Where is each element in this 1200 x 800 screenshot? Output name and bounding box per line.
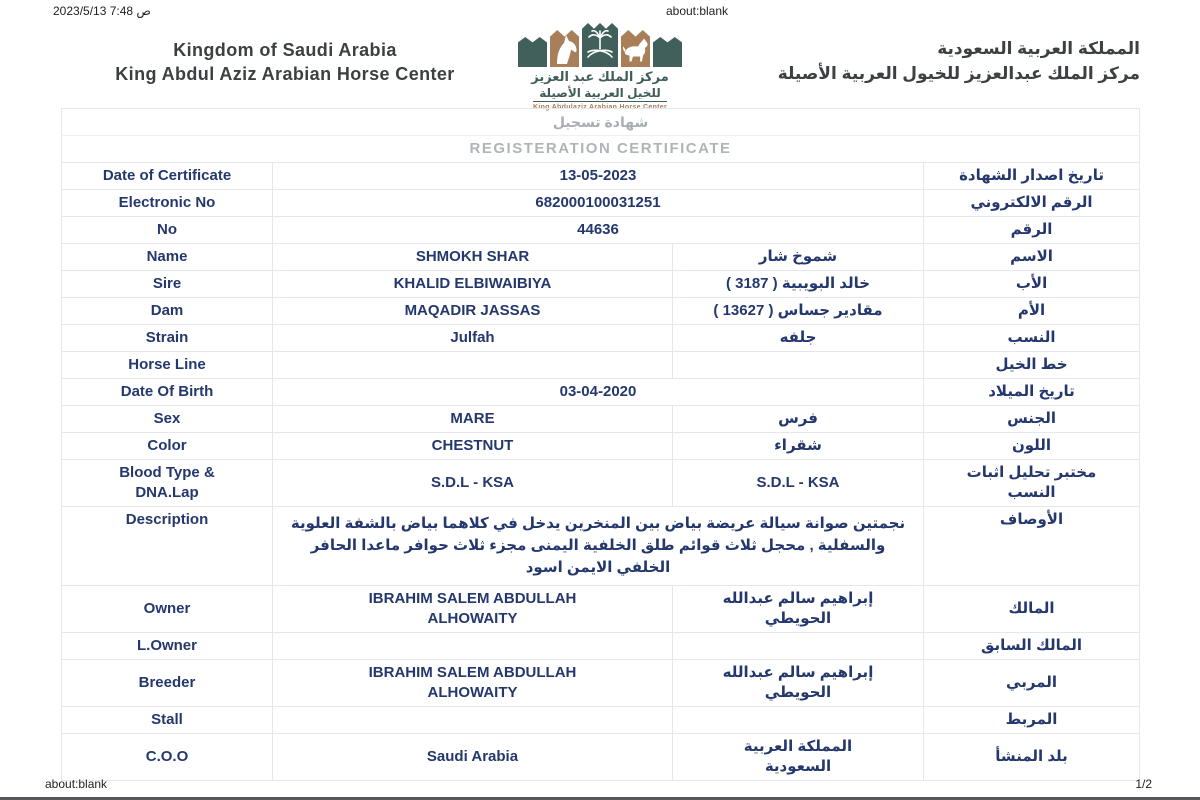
row-en-value (273, 271, 673, 298)
row-en-label-text: Date Of Birth (120, 383, 214, 400)
row-ar-value-text: S.D.L - KSA (756, 474, 840, 491)
table-row (62, 379, 1140, 406)
row-en-label-text: Breeder (138, 674, 196, 691)
row-en-label (62, 460, 273, 507)
row-en-value-text: IBRAHIM SALEM ABDULLAH ALHOWAITY (368, 664, 577, 701)
row-en-value-text: Julfah (450, 329, 495, 346)
row-value-text: 682000100031251 (535, 194, 661, 211)
row-ar-label-text: خط الخيل (995, 356, 1068, 373)
row-en-label (62, 271, 273, 298)
row-en-label-text: L.Owner (136, 637, 197, 654)
row-ar-value (673, 586, 924, 633)
row-en-label (62, 586, 273, 633)
row-ar-label-text: الأم (1017, 302, 1046, 319)
row-en-label (62, 660, 273, 707)
row-value-text: 03-04-2020 (559, 383, 637, 400)
page-number: 1/2 (1135, 777, 1152, 791)
row-value-text: نجمتين صوانة سيالة عريضة بياض بين المنخرين يدخل في كلاهما بياض بالشفة العلوية والسفلية , محجل ثلاث قوائم طلق الخلفية اليمنى مجزء ثلاث حوافر ماعدا الحافر الخلفي الايمن اسود (290, 515, 906, 576)
row-en-label (62, 244, 273, 271)
table-row (62, 586, 1140, 633)
row-en-label-text: C.O.O (145, 748, 189, 765)
row-en-value-text: CHESTNUT (431, 437, 514, 454)
horse-head-icon (550, 30, 579, 67)
row-ar-label (924, 460, 1140, 507)
row-ar-label (924, 271, 1140, 298)
row-en-label (62, 507, 273, 586)
row-en-value (273, 298, 673, 325)
row-ar-label (924, 163, 1140, 190)
table-row (62, 707, 1140, 734)
row-en-label (62, 406, 273, 433)
row-en-label-text: Owner (143, 600, 191, 617)
print-url: about:blank (665, 4, 729, 18)
row-en-label-text: Sire (152, 275, 182, 292)
row-ar-label (924, 190, 1140, 217)
row-ar-label-text: الرقم (1010, 221, 1053, 238)
header-en-line2: King Abdul Aziz Arabian Horse Center (115, 64, 455, 84)
table-row (62, 507, 1140, 586)
row-value (273, 379, 924, 406)
row-ar-label-text: الرقم الالكتروني (970, 194, 1093, 211)
row-ar-label-text: الجنس (1007, 410, 1056, 427)
row-en-label (62, 325, 273, 352)
row-ar-label (924, 707, 1140, 734)
row-ar-label (924, 298, 1140, 325)
certificate-title-en: REGISTERATION CERTIFICATE (469, 140, 732, 157)
row-ar-label-text: المربط (1005, 711, 1058, 728)
row-ar-value-text: إبراهيم سالم عبدالله الحويطي (722, 590, 874, 627)
row-ar-value (673, 734, 924, 781)
row-en-label-text: Color (147, 437, 187, 454)
row-ar-value (673, 298, 924, 325)
row-en-value (273, 734, 673, 781)
row-ar-label-text: المالك السابق (980, 637, 1083, 654)
row-ar-label (924, 660, 1140, 707)
row-value (273, 190, 924, 217)
row-en-label (62, 352, 273, 379)
row-en-value (273, 244, 673, 271)
row-en-label (62, 633, 273, 660)
print-footer-url: about:blank (45, 777, 108, 791)
row-ar-label (924, 433, 1140, 460)
header-title-ar (778, 36, 1140, 86)
logo-battlement-blocks (511, 23, 689, 67)
row-ar-label (924, 586, 1140, 633)
row-ar-value-text: جلفه (779, 329, 817, 346)
table-row (62, 190, 1140, 217)
logo-english-caption: King Abdulaziz Arabian Horse Center (532, 104, 668, 111)
row-ar-value (673, 325, 924, 352)
row-ar-value-text: المملكة العربية السعودية (743, 738, 853, 775)
row-ar-value-text: شقراء (774, 437, 822, 454)
row-en-value-text: SHMOKH SHAR (415, 248, 530, 265)
row-ar-label-text: اللون (1011, 437, 1052, 454)
row-en-label (62, 298, 273, 325)
row-en-value (273, 433, 673, 460)
row-en-label (62, 217, 273, 244)
header-ar-line2: مركز الملك عبدالعزيز للخيول العربية الأصيلة (777, 64, 1140, 83)
row-ar-label-text: تاريخ الميلاد (988, 383, 1075, 400)
row-value (273, 507, 924, 586)
row-en-label-text: Stall (151, 711, 183, 728)
row-value-text: 13-05-2023 (559, 167, 637, 184)
row-value (273, 217, 924, 244)
registration-certificate-table (61, 108, 1140, 781)
row-ar-value (673, 406, 924, 433)
horse-icon (621, 30, 650, 67)
row-en-value (273, 586, 673, 633)
row-value (273, 163, 924, 190)
table-row (62, 734, 1140, 781)
certificate-title-en-cell (62, 136, 1140, 163)
row-ar-label-text: الأب (1015, 275, 1048, 292)
row-en-value-text: MARE (450, 410, 495, 427)
row-en-label-text: Date of Certificate (102, 167, 232, 184)
row-en-label (62, 433, 273, 460)
row-en-value (273, 325, 673, 352)
certificate-title-ar: شهادة تسجيل (552, 114, 649, 130)
row-ar-label-text: بلد المنشأ (995, 748, 1068, 765)
row-ar-value-text: خالد البويبية ( 3187 ) (725, 275, 871, 292)
row-en-label (62, 734, 273, 781)
row-en-value (273, 352, 673, 379)
row-en-label-text: Description (125, 511, 209, 528)
row-ar-label-text: الأوصاف (999, 511, 1064, 528)
table-row (62, 244, 1140, 271)
row-en-label-text: Sex (153, 410, 181, 427)
row-ar-label (924, 325, 1140, 352)
row-en-label-text: Blood Type & DNA.Lap (119, 464, 215, 501)
battlement-block-icon (518, 37, 547, 67)
row-en-label-text: Strain (145, 329, 189, 346)
row-en-label (62, 190, 273, 217)
certificate-title-row-en (62, 136, 1140, 163)
print-timestamp: ص 7:48 2023/5/13 (53, 4, 151, 18)
table-row (62, 163, 1140, 190)
row-ar-value (673, 660, 924, 707)
row-value-text: 44636 (577, 221, 619, 238)
row-en-value-text: KHALID ELBIWAIBIYA (393, 275, 552, 292)
row-en-label-text: No (157, 221, 177, 238)
row-ar-label (924, 244, 1140, 271)
header-en-line1: Kingdom of Saudi Arabia (173, 40, 397, 60)
row-ar-label (924, 406, 1140, 433)
table-row (62, 352, 1140, 379)
row-en-value-text: IBRAHIM SALEM ABDULLAH ALHOWAITY (368, 590, 577, 627)
row-ar-value (673, 460, 924, 507)
row-en-label (62, 163, 273, 190)
table-row (62, 325, 1140, 352)
row-ar-label-text: مختبر تحليل اثبات النسب (966, 464, 1097, 501)
row-en-label-text: Horse Line (128, 356, 206, 373)
row-en-value (273, 707, 673, 734)
row-en-value (273, 460, 673, 507)
row-ar-label (924, 379, 1140, 406)
row-ar-label-text: المالك (1008, 600, 1055, 617)
row-ar-label-text: تاريخ اصدار الشهادة (959, 167, 1104, 184)
table-row (62, 433, 1140, 460)
logo-arabic-line2: للخيل العربية الأصيلة (533, 87, 667, 102)
row-ar-value-text: مقادير جساس ( 13627 ) (713, 302, 883, 319)
palm-and-swords-icon (582, 23, 618, 67)
kaahc-logo (511, 23, 689, 112)
row-ar-label (924, 352, 1140, 379)
logo-arabic-line1: مركز الملك عبد العزيز (531, 69, 669, 84)
print-header-bar (0, 0, 1200, 22)
table-row (62, 633, 1140, 660)
row-en-value-text: MAQADIR JASSAS (404, 302, 541, 319)
table-row (62, 271, 1140, 298)
row-ar-value-text: إبراهيم سالم عبدالله الحويطي (722, 664, 874, 701)
certificate-title-ar-cell (62, 109, 1140, 136)
row-en-label-text: Name (146, 248, 188, 265)
table-row (62, 406, 1140, 433)
row-en-value (273, 660, 673, 707)
row-ar-value-text: شموخ شار (758, 248, 838, 265)
table-row (62, 217, 1140, 244)
table-row (62, 660, 1140, 707)
row-en-label-text: Dam (150, 302, 184, 319)
row-ar-label (924, 217, 1140, 244)
row-ar-value-text: فرس (778, 410, 818, 427)
certificate-title-row-ar (62, 109, 1140, 136)
row-ar-value (673, 271, 924, 298)
row-en-label (62, 707, 273, 734)
row-en-value-text: S.D.L - KSA (430, 474, 515, 491)
row-ar-value (673, 707, 924, 734)
battlement-block-icon (653, 37, 682, 67)
row-en-value (273, 633, 673, 660)
row-ar-label (924, 507, 1140, 586)
header-ar-line1: المملكة العربية السعودية (937, 39, 1140, 58)
row-en-label (62, 379, 273, 406)
row-ar-label-text: النسب (1007, 329, 1056, 346)
row-en-label-text: Electronic No (118, 194, 216, 211)
row-ar-value (673, 633, 924, 660)
row-ar-label-text: المربي (1006, 674, 1058, 691)
print-footer-bar (45, 777, 1152, 791)
row-en-value-text: Saudi Arabia (426, 748, 519, 765)
certificate-table-body (62, 109, 1140, 781)
row-ar-value (673, 244, 924, 271)
certificate-header (0, 22, 1200, 111)
header-title-en (55, 38, 515, 86)
row-ar-value (673, 433, 924, 460)
row-ar-value (673, 352, 924, 379)
table-row (62, 460, 1140, 507)
row-ar-label (924, 633, 1140, 660)
table-row (62, 298, 1140, 325)
row-ar-label (924, 734, 1140, 781)
row-ar-label-text: الاسم (1010, 248, 1053, 265)
row-en-value (273, 406, 673, 433)
